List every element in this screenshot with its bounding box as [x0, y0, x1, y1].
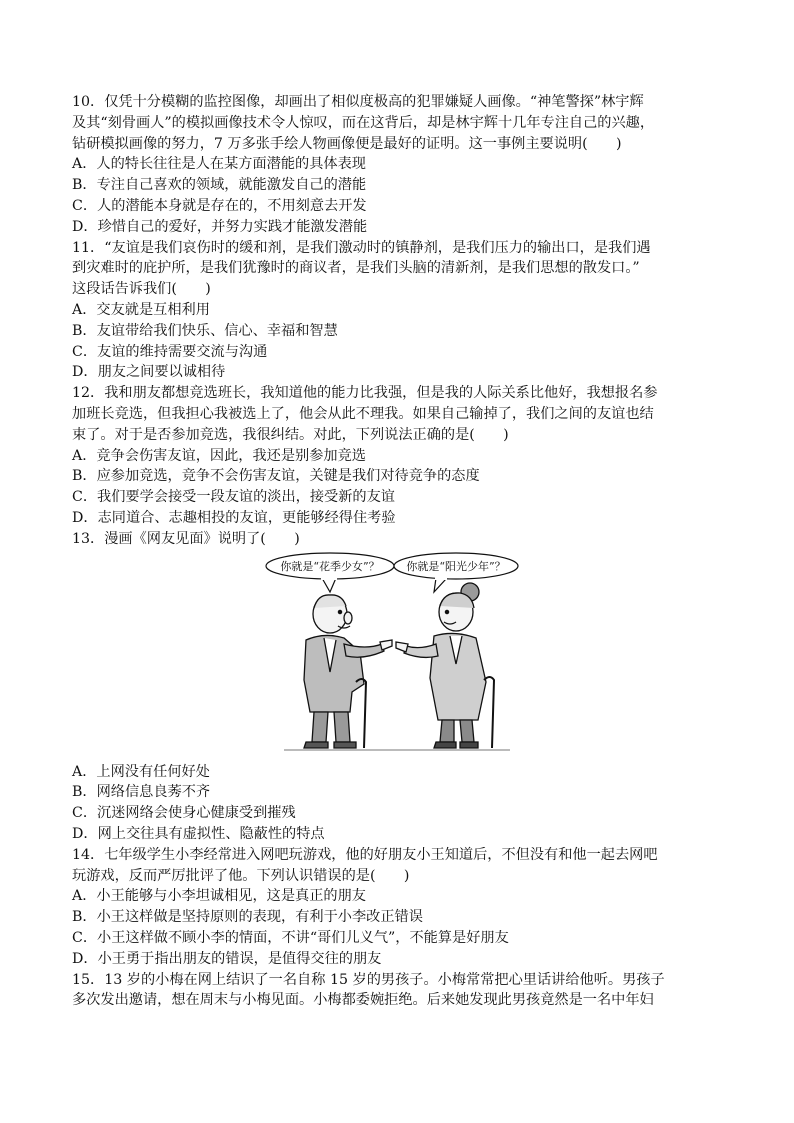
question-10: [72, 92, 724, 238]
question-stem-line: 14．七年级学生小李经常进入网吧玩游戏，他的好朋友小王知道后，不但没有和他一起去网吧: [72, 846, 658, 863]
question-11: [72, 238, 724, 384]
old-woman-figure: [396, 583, 494, 748]
option-c: C．友谊的维持需要交流与沟通: [72, 343, 268, 360]
old-man-figure: [304, 594, 392, 747]
option-d: D．小王勇于指出朋友的错误，是值得交往的朋友: [72, 950, 382, 967]
option-c: C．小王这样做不顾小李的情面，不讲“哥们儿义气”，不能算是好朋友: [72, 929, 509, 946]
option-d: D．志同道合、志趣相投的友谊，更能够经得住考验: [72, 509, 396, 526]
question-stem-line: 12．我和朋友都想竞选班长，我知道他的能力比我强，但是我的人际关系比他好，我想报名参: [72, 385, 658, 402]
question-15: [72, 970, 724, 1012]
option-b: B．网络信息良莠不齐: [72, 784, 211, 801]
question-stem-line: 加班长竞选，但我担心我被选上了，他会从此不理我。如果自己输掉了，我们之间的友谊也结: [72, 405, 654, 422]
question-12: [72, 383, 724, 529]
question-stem-line: 玩游戏，反而严厉批评了他。下列认识错误的是( ): [72, 867, 410, 884]
option-a: A．小王能够与小李坦诚相见，这是真正的朋友: [72, 888, 366, 905]
question-stem-line: 钻研模拟画像的努力，7 万多张手绘人物画像便是最好的证明。这一事例主要说明( ): [72, 135, 622, 152]
right-bubble-text: 你就是“阳光少年”？: [406, 559, 506, 573]
option-b: B．小王这样做是坚持原则的表现，有利于小李改正错误: [72, 909, 423, 926]
question-stem-line: 15．13 岁的小梅在网上结识了一名自称 15 岁的男孩子。小梅常常把心里话讲给他听。男孩子: [72, 971, 665, 988]
question-stem-line: 及其“刻骨画人”的模拟画像技术令人惊叹，而在这背后，却是林宇辉十几年专注自己的兴趣，: [72, 114, 655, 131]
question-14: [72, 845, 724, 970]
option-a: A．上网没有任何好处: [72, 763, 210, 780]
option-d: D．朋友之间要以诚相待: [72, 364, 226, 381]
online-friends-meeting-cartoon: [264, 552, 530, 752]
option-a: A．交友就是互相利用: [72, 301, 210, 318]
option-b: B．专注自己喜欢的领域，就能激发自己的潜能: [72, 177, 367, 194]
option-a: A．竞争会伤害友谊，因此，我还是别参加竞选: [72, 447, 366, 464]
option-b: B．友谊带给我们快乐、信心、幸福和智慧: [72, 322, 338, 339]
option-b: B．应参加竞选，竞争不会伤害友谊，关键是我们对待竞争的态度: [72, 468, 480, 485]
question-stem-line: 13．漫画《网友见面》说明了( ): [72, 530, 300, 547]
option-c: C．人的潜能本身就是存在的，不用刻意去开发: [72, 197, 367, 214]
cartoon-figure: [72, 552, 724, 758]
question-13: [72, 529, 724, 845]
question-stem-line: 11．“友谊是我们哀伤时的缓和剂，是我们激动时的镇静剂，是我们压力的输出口，是我们遇: [72, 239, 651, 256]
option-a: A．人的特长往往是人在某方面潜能的具体表现: [72, 156, 366, 173]
exam-page: [72, 92, 724, 1011]
question-stem-line: 到灾难时的庇护所，是我们犹豫时的商议者，是我们头脑的清新剂，是我们思想的散发口。”: [72, 260, 640, 277]
option-c: C．我们要学会接受一段友谊的淡出，接受新的友谊: [72, 489, 395, 506]
question-stem-line: 多次发出邀请，想在周末与小梅见面。小梅都委婉拒绝。后来她发现此男孩竟然是一名中年妇: [72, 992, 654, 1009]
right-speech-bubble: [394, 553, 518, 592]
option-c: C．沉迷网络会使身心健康受到摧残: [72, 805, 296, 822]
option-d: D．珍惜自己的爱好，并努力实践才能激发潜能: [72, 218, 368, 235]
question-stem-line: 束了。对于是否参加竞选，我很纠结。对此，下列说法正确的是( ): [72, 426, 509, 443]
question-stem-line: 这段话告诉我们( ): [72, 281, 211, 298]
left-bubble-text: 你就是“花季少女”？: [280, 559, 380, 573]
option-d: D．网上交往具有虚拟性、隐蔽性的特点: [72, 825, 325, 842]
question-stem-line: 10．仅凭十分模糊的监控图像，却画出了相似度极高的犯罪嫌疑人画像。“神笔警探”林宇辉: [72, 94, 644, 110]
left-speech-bubble: [266, 553, 394, 592]
